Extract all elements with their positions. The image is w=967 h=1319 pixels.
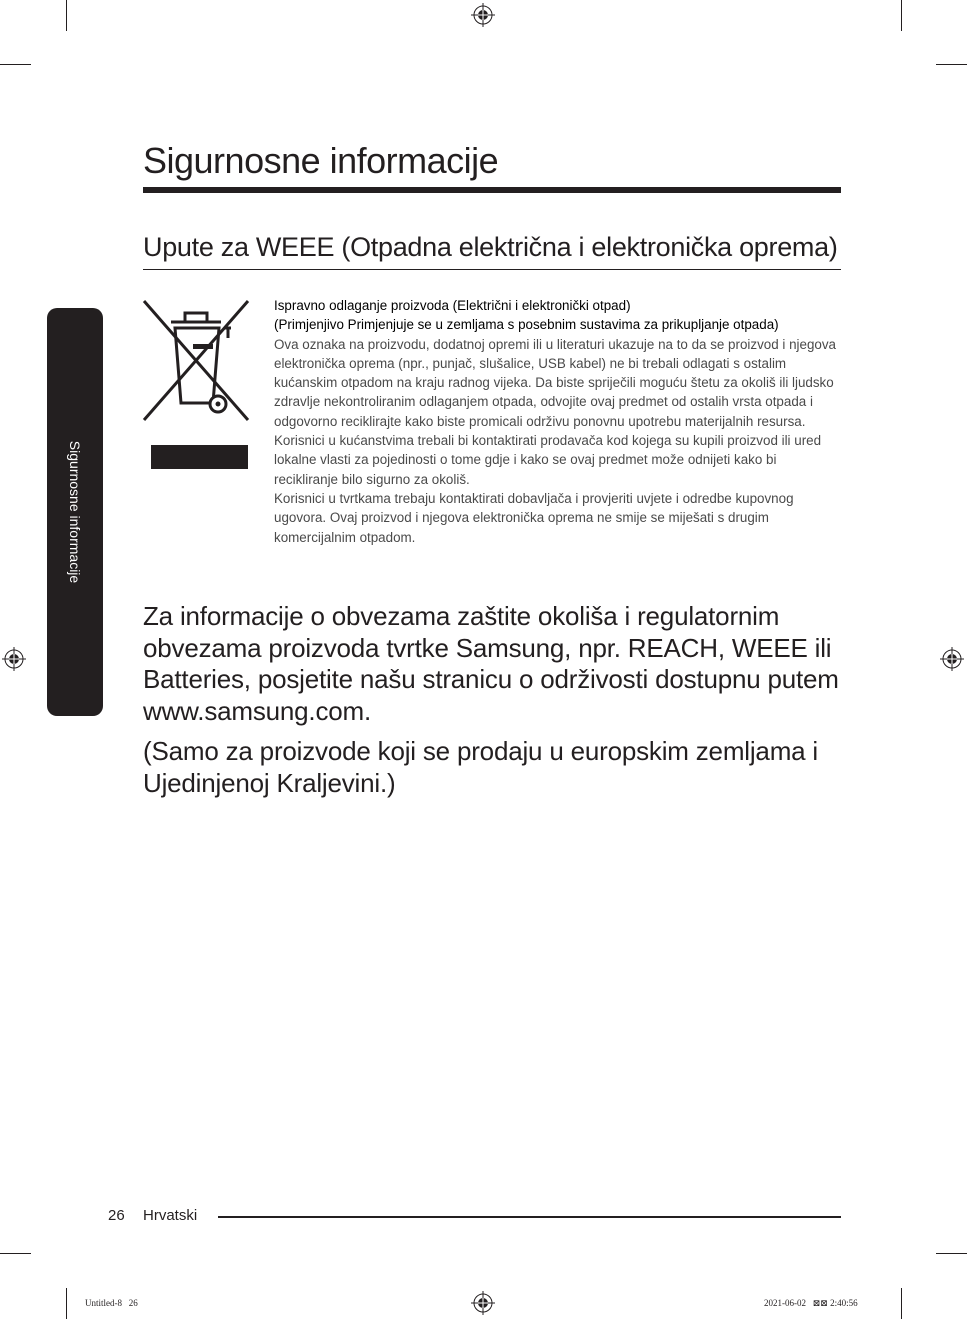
weee-text-block — [274, 296, 844, 547]
crop-mark — [0, 64, 31, 65]
print-slug-right: 2021-06-02 ⊠⊠ 2:40:56 — [764, 1298, 858, 1308]
crop-mark — [901, 0, 902, 31]
weee-paragraph: Ova oznaka na proizvodu, dodatnoj opremi ili u literaturi ukazuje na to da se proizvod i njegova elektronička oprema (npr., punjač, slušalice, USB kabel) ne bi trebali odlagati s ostalim kućanskim otpadom na kraju radnog vijeka. Da biste spriječili moguću štetu za okoliš ili ljudsko zdravlje nekontroliranim odlaganjem otpada, odvojite ovaj predmet od ostalih vrsta otpada i odgovorno reciklirajte kako biste promicali održivu ponovnu upotrebu materijalnih resursa. — [274, 336, 836, 429]
side-tab — [47, 308, 103, 716]
footer-language: Hrvatski — [143, 1207, 198, 1224]
weee-paragraph: Korisnici u tvrtkama trebaju kontaktirati dobavljača i provjeriti uvjete i odredbe kupovnog ugovora. Ovaj proizvod i njegova elektronička oprema ne smije se miješati s drugim komercijalnim otpadom. — [274, 490, 794, 545]
crop-mark — [66, 0, 67, 31]
weee-heading-line: Ispravno odlaganje proizvoda (Električni i elektronički otpad) — [274, 298, 631, 313]
registration-mark-icon — [471, 1291, 495, 1315]
section-title: Upute za WEEE (Otpadna električna i elektronička oprema) — [143, 232, 838, 262]
crossed-out-wheelie-bin-icon — [141, 298, 251, 438]
info-paragraph: (Samo za proizvode koji se prodaju u europskim zemljama i Ujedinjenoj Kraljevini.) — [143, 736, 819, 798]
weee-paragraph: Korisnici u kućanstvima trebali bi kontaktirati prodavača kod kojega su kupili proizvod ili ured lokalne vlasti za pojedinosti o tome gdje i kako se ovaj predmet može odnijeti kako bi recikliranje bilo sigurno za okoliš. — [274, 433, 822, 487]
crop-mark — [936, 64, 967, 65]
registration-mark-icon — [2, 647, 26, 671]
registration-mark-icon — [471, 3, 495, 27]
section-rule — [143, 269, 841, 270]
weee-heading-line: (Primjenjivo Primjenjuje se u zemljama s posebnim sustavima za prikupljanje otpada) — [274, 317, 779, 333]
info-block — [143, 601, 853, 808]
crop-mark — [66, 1288, 67, 1319]
weee-solid-bar — [151, 445, 248, 469]
registration-mark-icon — [940, 647, 964, 671]
print-slug-left: Untitled-8 26 — [85, 1298, 138, 1308]
footer-rule — [218, 1216, 841, 1218]
page-number: 26 — [108, 1207, 125, 1224]
crop-mark — [901, 1288, 902, 1319]
crop-mark — [936, 1253, 967, 1254]
crop-mark — [0, 1253, 31, 1254]
page-title: Sigurnosne informacije — [143, 140, 499, 181]
info-paragraph: Za informacije o obvezama zaštite okoliša i regulatornim obvezama proizvoda tvrtke Samsung, npr. REACH, WEEE ili Batteries, posjetite našu stranicu o održivosti dostupnu putem www.samsung.com. — [143, 601, 839, 726]
side-tab-label: Sigurnosne informacije — [67, 440, 83, 584]
title-rule — [143, 187, 841, 193]
